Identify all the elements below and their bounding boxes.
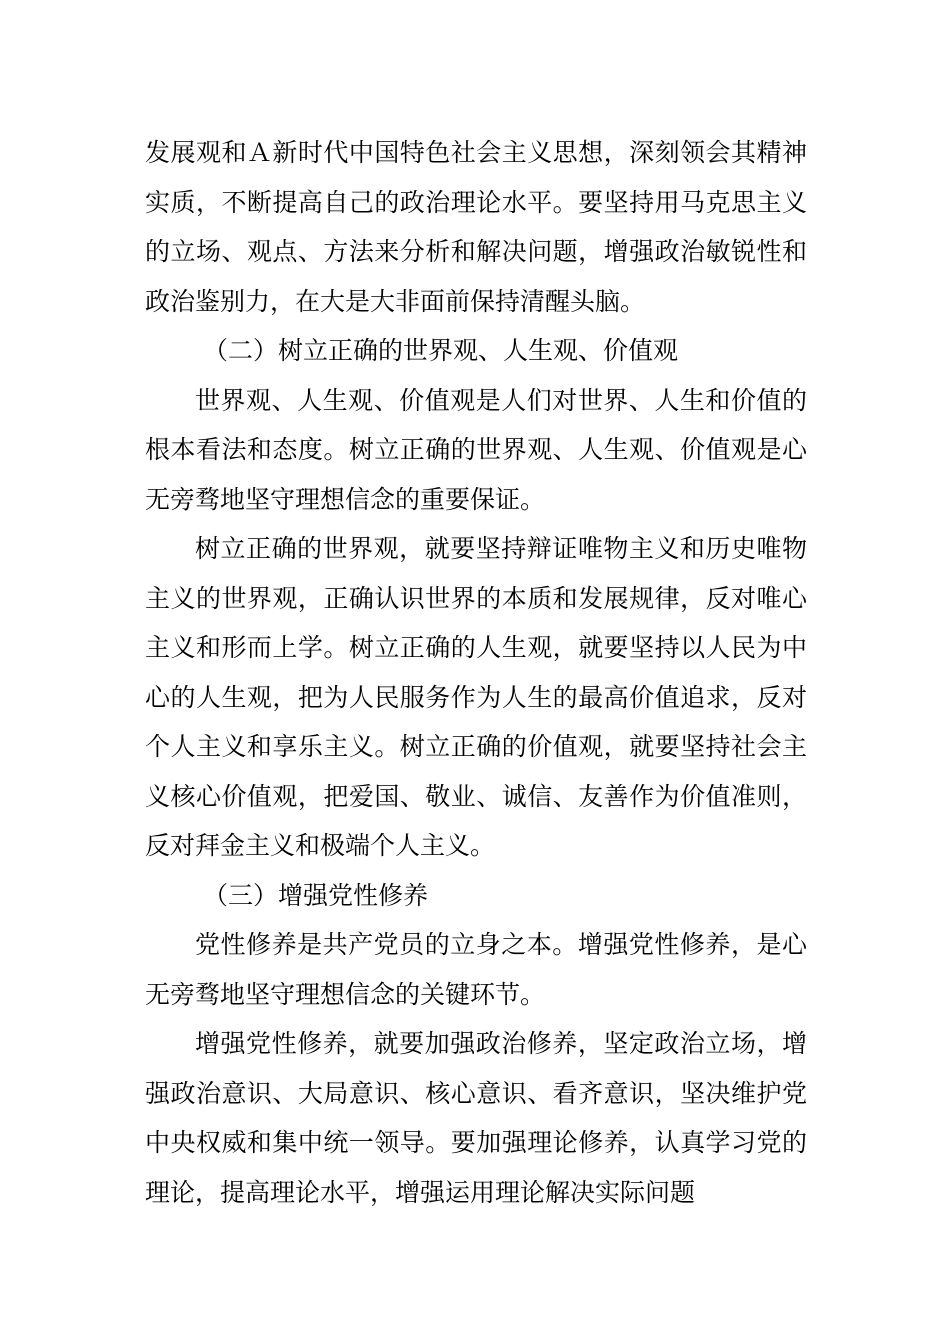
paragraph-worldview-detail: 树立正确的世界观，就要坚持辩证唯物主义和历史唯物主义的世界观，正确认识世界的本质和发展规律，反对唯心主义和形而上学。树立正确的人生观，就要坚持以人民为中心的人生观，把为人民服务作为人生的最高价值追求，反对个人主义和享乐主义。树立正确的价值观，就要坚持社会主义核心价值观，把爱国、敬业、诚信、友善作为价值准则，反对拜金主义和极端个人主义。 (145, 534, 807, 860)
paragraph-continuation: 发展观和Ａ新时代中国特色社会主义思想，深刻领会其精神实质，不断提高自己的政治理论水平。要坚持用马克思主义的立场、观点、方法来分析和解决问题，增强政治敏锐性和政治鉴别力，在大是大非面前保持清醒头脑。 (145, 138, 807, 316)
paragraph-party-spirit-intro: 党性修养是共产党员的立身之本。增强党性修养，是心无旁骛地坚守理想信念的关键环节。 (145, 930, 807, 1009)
paragraph-party-spirit-detail: 增强党性修养，就要加强政治修养，坚定政治立场，增强政治意识、大局意识、核心意识、看齐意识，坚决维护党中央权威和集中统一领导。要加强理论修养，认真学习党的理论，提高理论水平，增强运用理论解决实际问题 (145, 1029, 807, 1207)
section-heading-2: （二）树立正确的世界观、人生观、价值观 (203, 336, 679, 365)
section-heading-3: （三）增强党性修养 (203, 880, 429, 910)
document-body (145, 128, 807, 1217)
paragraph-worldview-intro: 世界观、人生观、价值观是人们对世界、人生和价值的根本看法和态度。树立正确的世界观、人生观、价值观是心无旁骛地坚守理想信念的重要保证。 (145, 385, 807, 514)
